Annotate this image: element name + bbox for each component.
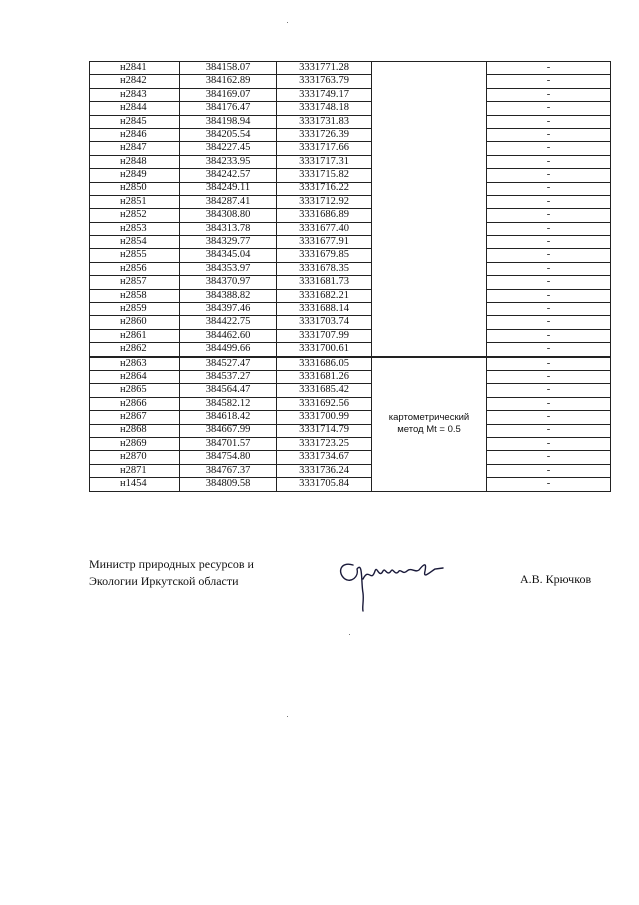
y-coordinate-cell: 3331748.18 [277, 102, 372, 115]
y-coordinate-cell: 3331731.83 [277, 115, 372, 128]
point-number-cell: н2870 [90, 451, 180, 464]
point-number-cell: н2866 [90, 397, 180, 410]
point-number-cell: н2869 [90, 437, 180, 450]
x-coordinate-cell: 384162.89 [180, 75, 277, 88]
signatory-position [89, 556, 254, 590]
point-number-cell: н2867 [90, 411, 180, 424]
accuracy-cell: - [487, 424, 611, 437]
accuracy-cell: - [487, 182, 611, 195]
accuracy-cell: - [487, 343, 611, 357]
accuracy-cell: - [487, 128, 611, 141]
method-cell [372, 62, 487, 357]
y-coordinate-cell: 3331715.82 [277, 169, 372, 182]
x-coordinate-cell: 384537.27 [180, 370, 277, 383]
table-row [90, 209, 611, 222]
x-coordinate-cell: 384809.58 [180, 478, 277, 491]
x-coordinate-cell: 384249.11 [180, 182, 277, 195]
handwritten-signature [335, 543, 450, 613]
table-row [90, 236, 611, 249]
y-coordinate-cell: 3331677.91 [277, 236, 372, 249]
x-coordinate-cell: 384287.41 [180, 195, 277, 208]
x-coordinate-cell: 384329.77 [180, 236, 277, 249]
table-row [90, 222, 611, 235]
accuracy-cell: - [487, 155, 611, 168]
x-coordinate-cell: 384701.57 [180, 437, 277, 450]
x-coordinate-cell: 384313.78 [180, 222, 277, 235]
point-number-cell: н2854 [90, 236, 180, 249]
table-row [90, 128, 611, 141]
y-coordinate-cell: 3331688.14 [277, 303, 372, 316]
x-coordinate-cell: 384169.07 [180, 88, 277, 101]
table-row [90, 464, 611, 477]
scan-speck [349, 634, 350, 635]
accuracy-cell: - [487, 115, 611, 128]
table-row [90, 195, 611, 208]
accuracy-cell: - [487, 437, 611, 450]
position-line-1: Министр природных ресурсов и [89, 557, 254, 571]
accuracy-cell: - [487, 209, 611, 222]
table-row [90, 115, 611, 128]
x-coordinate-cell: 384345.04 [180, 249, 277, 262]
point-number-cell: н2842 [90, 75, 180, 88]
table-row [90, 437, 611, 450]
accuracy-cell: - [487, 62, 611, 75]
y-coordinate-cell: 3331677.40 [277, 222, 372, 235]
y-coordinate-cell: 3331700.61 [277, 343, 372, 357]
point-number-cell: н2851 [90, 195, 180, 208]
accuracy-cell: - [487, 303, 611, 316]
table-row [90, 329, 611, 342]
y-coordinate-cell: 3331716.22 [277, 182, 372, 195]
table-row [90, 424, 611, 437]
point-number-cell: н2859 [90, 303, 180, 316]
point-number-cell: н2849 [90, 169, 180, 182]
table-row [90, 262, 611, 275]
x-coordinate-cell: 384618.42 [180, 411, 277, 424]
accuracy-cell: - [487, 451, 611, 464]
y-coordinate-cell: 3331692.56 [277, 397, 372, 410]
x-coordinate-cell: 384158.07 [180, 62, 277, 75]
point-number-cell: н2848 [90, 155, 180, 168]
y-coordinate-cell: 3331734.67 [277, 451, 372, 464]
table-row [90, 182, 611, 195]
table-row [90, 142, 611, 155]
point-number-cell: н2847 [90, 142, 180, 155]
x-coordinate-cell: 384308.80 [180, 209, 277, 222]
table-row [90, 62, 611, 75]
accuracy-cell: - [487, 169, 611, 182]
accuracy-cell: - [487, 464, 611, 477]
table-row [90, 478, 611, 491]
point-number-cell: н2843 [90, 88, 180, 101]
point-number-cell: н2846 [90, 128, 180, 141]
x-coordinate-cell: 384422.75 [180, 316, 277, 329]
accuracy-cell: - [487, 88, 611, 101]
table-row [90, 316, 611, 329]
method-cell [372, 357, 487, 491]
table-row [90, 276, 611, 289]
accuracy-cell: - [487, 222, 611, 235]
position-line-2: Экологии Иркутской области [89, 574, 239, 588]
coordinates-table-body [90, 62, 611, 492]
point-number-cell: н1454 [90, 478, 180, 491]
accuracy-cell: - [487, 102, 611, 115]
accuracy-cell: - [487, 316, 611, 329]
table-row [90, 303, 611, 316]
y-coordinate-cell: 3331686.89 [277, 209, 372, 222]
x-coordinate-cell: 384388.82 [180, 289, 277, 302]
y-coordinate-cell: 3331749.17 [277, 88, 372, 101]
accuracy-cell: - [487, 329, 611, 342]
x-coordinate-cell: 384205.54 [180, 128, 277, 141]
table-row [90, 451, 611, 464]
y-coordinate-cell: 3331681.26 [277, 370, 372, 383]
point-number-cell: н2861 [90, 329, 180, 342]
table-row [90, 397, 611, 410]
y-coordinate-cell: 3331705.84 [277, 478, 372, 491]
table-row [90, 357, 611, 371]
accuracy-cell: - [487, 478, 611, 491]
x-coordinate-cell: 384397.46 [180, 303, 277, 316]
table-row [90, 75, 611, 88]
accuracy-cell: - [487, 276, 611, 289]
y-coordinate-cell: 3331712.92 [277, 195, 372, 208]
method-line: метод Mt = 0.5 [397, 424, 461, 436]
scan-speck [287, 22, 288, 23]
y-coordinate-cell: 3331714.79 [277, 424, 372, 437]
x-coordinate-cell: 384227.45 [180, 142, 277, 155]
x-coordinate-cell: 384198.94 [180, 115, 277, 128]
accuracy-cell: - [487, 195, 611, 208]
accuracy-cell: - [487, 236, 611, 249]
accuracy-cell: - [487, 142, 611, 155]
x-coordinate-cell: 384499.66 [180, 343, 277, 357]
y-coordinate-cell: 3331736.24 [277, 464, 372, 477]
x-coordinate-cell: 384582.12 [180, 397, 277, 410]
point-number-cell: н2844 [90, 102, 180, 115]
x-coordinate-cell: 384767.37 [180, 464, 277, 477]
coordinates-table [89, 61, 611, 492]
y-coordinate-cell: 3331726.39 [277, 128, 372, 141]
point-number-cell: н2862 [90, 343, 180, 357]
x-coordinate-cell: 384242.57 [180, 169, 277, 182]
y-coordinate-cell: 3331681.73 [277, 276, 372, 289]
table-row [90, 343, 611, 357]
point-number-cell: н2855 [90, 249, 180, 262]
y-coordinate-cell: 3331685.42 [277, 384, 372, 397]
y-coordinate-cell: 3331771.28 [277, 62, 372, 75]
y-coordinate-cell: 3331686.05 [277, 357, 372, 371]
point-number-cell: н2852 [90, 209, 180, 222]
x-coordinate-cell: 384564.47 [180, 384, 277, 397]
x-coordinate-cell: 384233.95 [180, 155, 277, 168]
point-number-cell: н2863 [90, 357, 180, 371]
y-coordinate-cell: 3331682.21 [277, 289, 372, 302]
accuracy-cell: - [487, 262, 611, 275]
table-row [90, 384, 611, 397]
x-coordinate-cell: 384370.97 [180, 276, 277, 289]
point-number-cell: н2858 [90, 289, 180, 302]
y-coordinate-cell: 3331707.99 [277, 329, 372, 342]
accuracy-cell: - [487, 289, 611, 302]
point-number-cell: н2871 [90, 464, 180, 477]
point-number-cell: н2857 [90, 276, 180, 289]
y-coordinate-cell: 3331763.79 [277, 75, 372, 88]
y-coordinate-cell: 3331723.25 [277, 437, 372, 450]
x-coordinate-cell: 384667.99 [180, 424, 277, 437]
table-row [90, 169, 611, 182]
point-number-cell: н2841 [90, 62, 180, 75]
accuracy-cell: - [487, 411, 611, 424]
accuracy-cell: - [487, 397, 611, 410]
point-number-cell: н2850 [90, 182, 180, 195]
signer-name: А.В. Крючков [520, 572, 592, 586]
point-number-cell: н2864 [90, 370, 180, 383]
accuracy-cell: - [487, 370, 611, 383]
table-row [90, 289, 611, 302]
y-coordinate-cell: 3331717.66 [277, 142, 372, 155]
accuracy-cell: - [487, 75, 611, 88]
method-line: картометрический [388, 412, 470, 424]
table-row [90, 102, 611, 115]
table-row [90, 370, 611, 383]
scan-speck [287, 716, 288, 717]
table-row [90, 155, 611, 168]
table-row [90, 249, 611, 262]
point-number-cell: н2868 [90, 424, 180, 437]
point-number-cell: н2845 [90, 115, 180, 128]
y-coordinate-cell: 3331679.85 [277, 249, 372, 262]
table-row [90, 411, 611, 424]
point-number-cell: н2860 [90, 316, 180, 329]
table-row [90, 88, 611, 101]
point-number-cell: н2853 [90, 222, 180, 235]
x-coordinate-cell: 384353.97 [180, 262, 277, 275]
accuracy-cell: - [487, 357, 611, 371]
x-coordinate-cell: 384754.80 [180, 451, 277, 464]
point-number-cell: н2856 [90, 262, 180, 275]
y-coordinate-cell: 3331703.74 [277, 316, 372, 329]
y-coordinate-cell: 3331717.31 [277, 155, 372, 168]
y-coordinate-cell: 3331678.35 [277, 262, 372, 275]
x-coordinate-cell: 384462.60 [180, 329, 277, 342]
x-coordinate-cell: 384527.47 [180, 357, 277, 371]
accuracy-cell: - [487, 249, 611, 262]
x-coordinate-cell: 384176.47 [180, 102, 277, 115]
y-coordinate-cell: 3331700.99 [277, 411, 372, 424]
point-number-cell: н2865 [90, 384, 180, 397]
accuracy-cell: - [487, 384, 611, 397]
